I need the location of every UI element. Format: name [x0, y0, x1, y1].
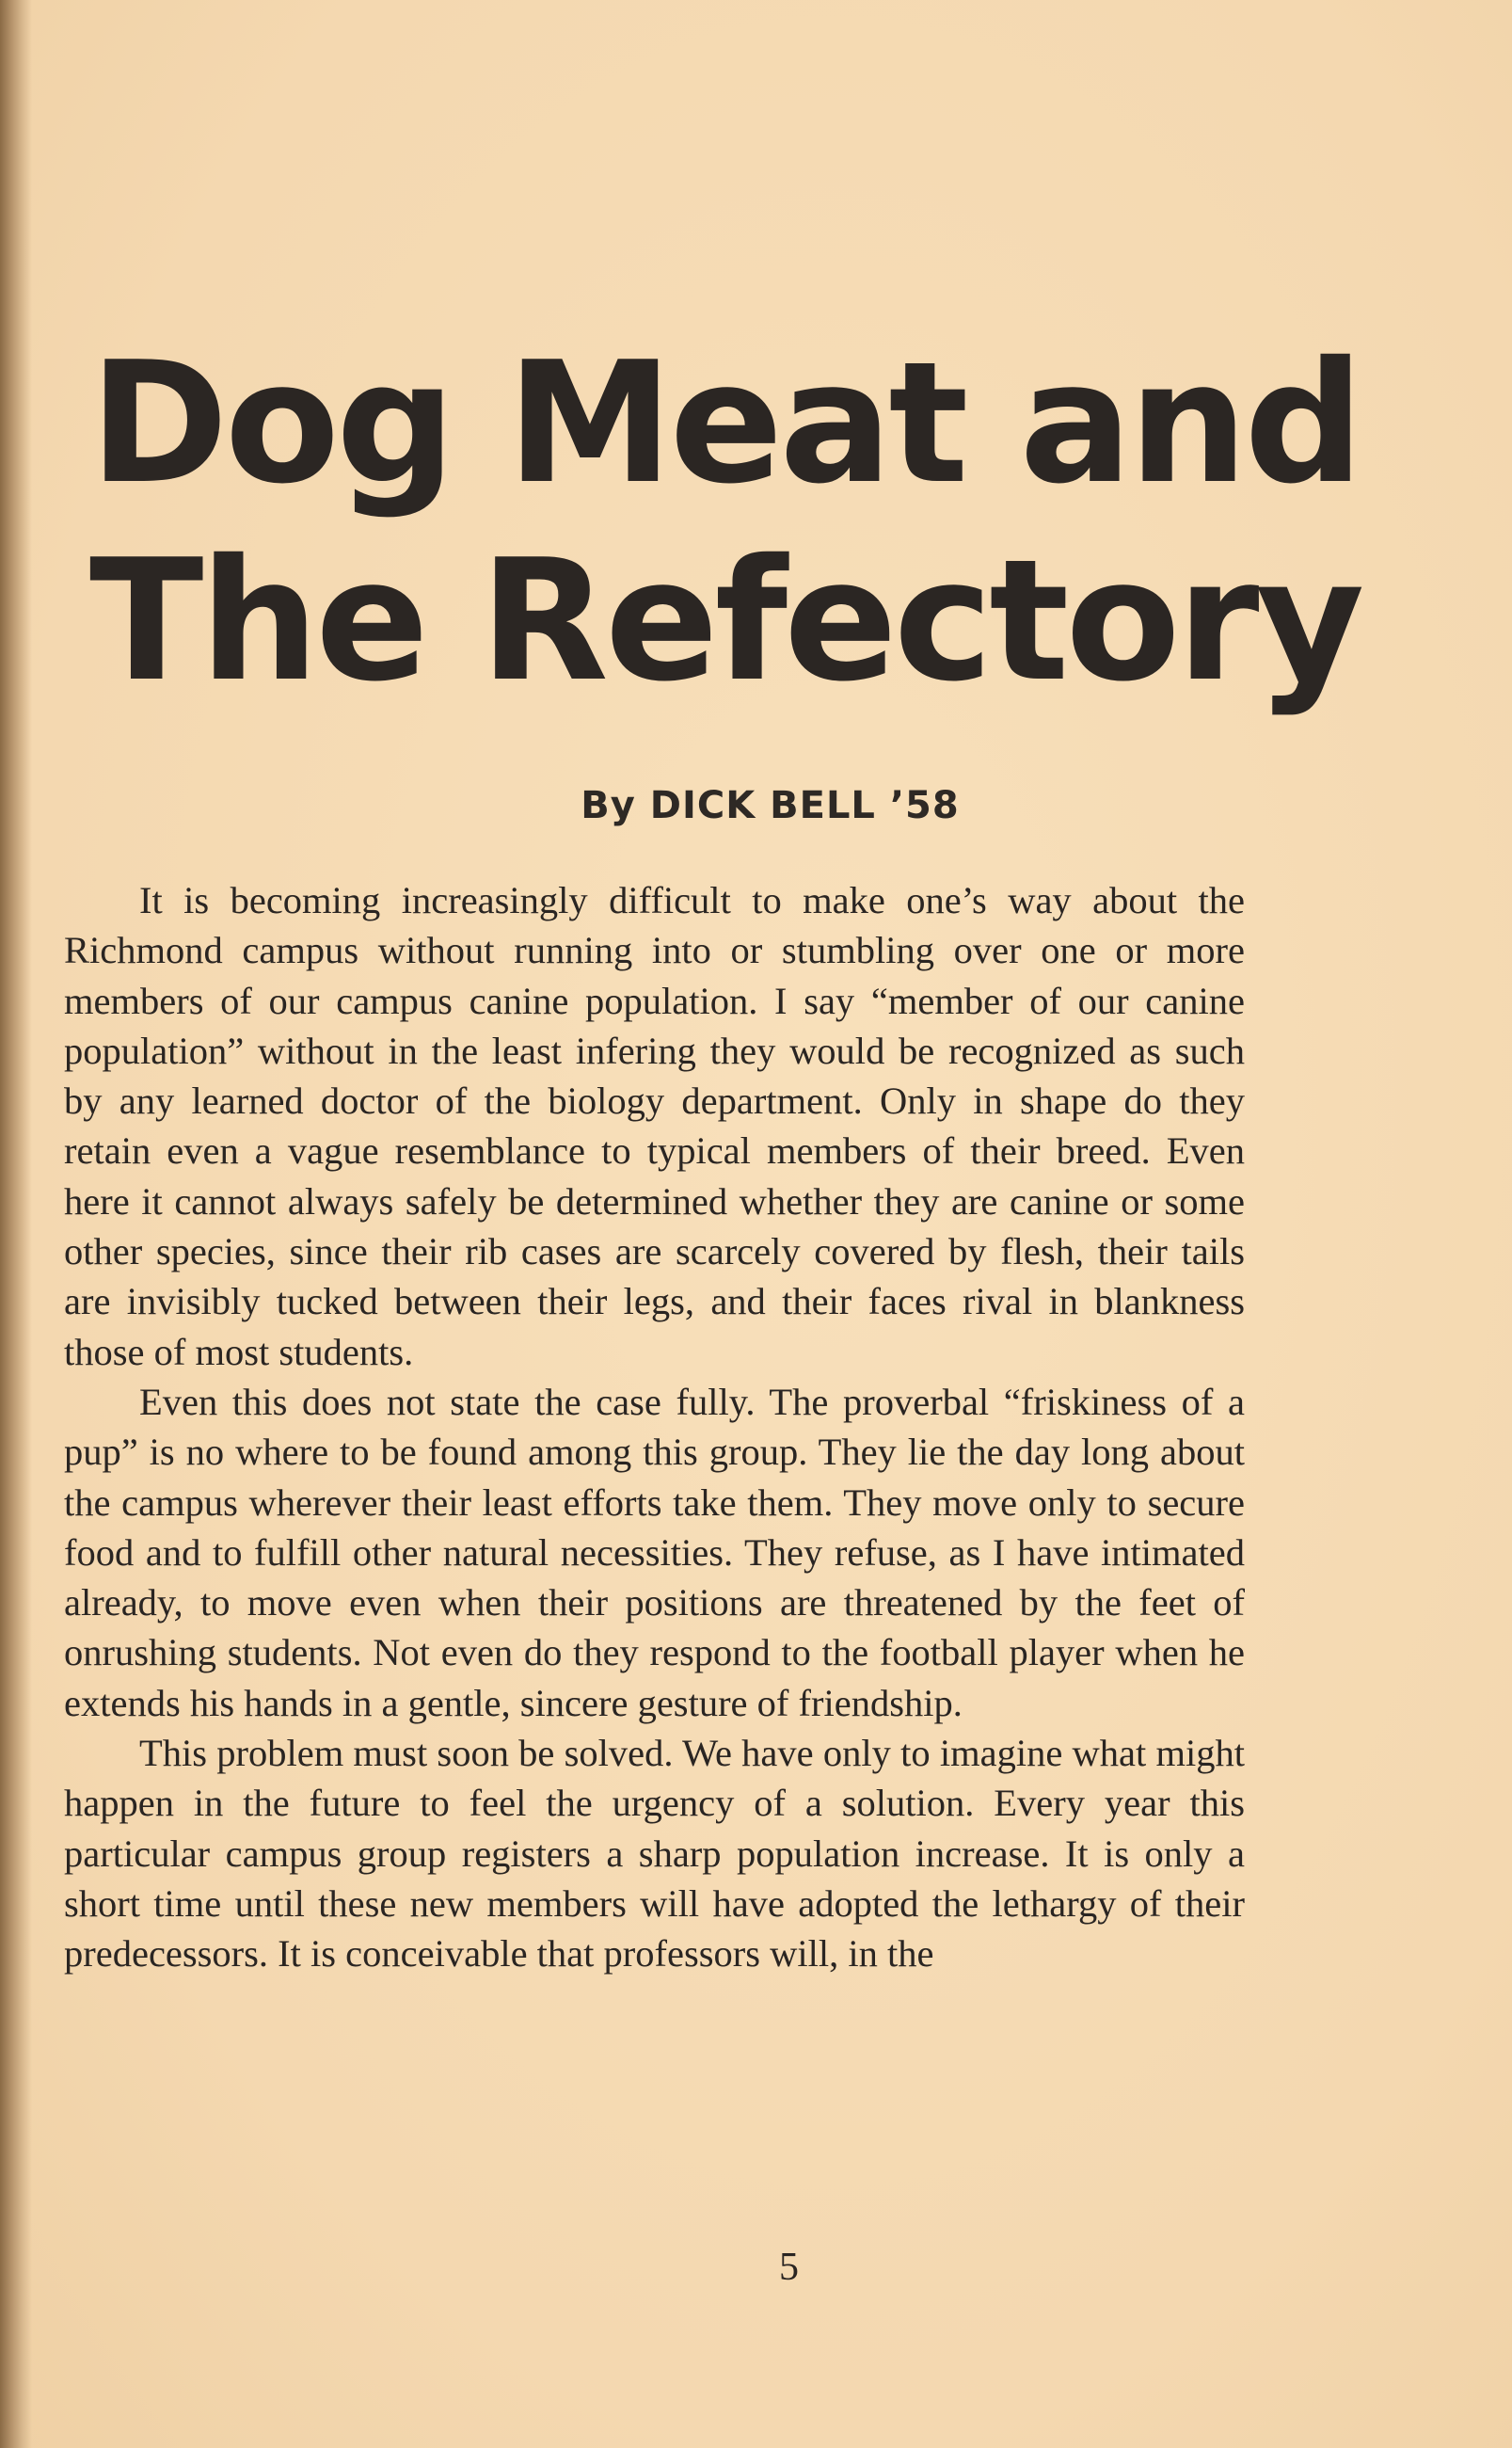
- paragraph-1: It is becoming increasingly difficult to make one’s way about the Richmond campus without running into or stumbling over one or more members of our campus canine population. I say “member of our canine population” without in the least infering they would be recognized as such by any learned doctor of the biology department. Only in shape do they retain even a vague resemblance to typical members of their breed. Even here it cannot always safely be determined whether they are canine or some other species, since their rib cases are scarcely covered by flesh, their tails are invisibly tucked between their legs, and their faces rival in blankness those of most students.: [64, 879, 1245, 1373]
- title-line-1: Dog Meat and: [89, 326, 1361, 520]
- byline: By DICK BELL ’58: [581, 784, 960, 827]
- article-body: [64, 875, 1245, 1979]
- binding-edge: [0, 0, 32, 2448]
- paragraph-2: Even this does not state the case fully. The proverbal “friskiness of a pup” is no where to be found among this group. They lie the day long about the campus wherever their least efforts take them. They move only to secure food and to fulfill other natural necessities. They refuse, as I have intimated already, to move even when their positions are threatened by the feet of onrushing students. Not even do they respond to the football player when he extends his hands in a gentle, sincere gesture of friendship.: [64, 1380, 1245, 1724]
- paragraph-3: This problem must soon be solved. We have only to imagine what might happen in the future to feel the urgency of a solution. Every year this particular campus group registers a sharp population increase. It is only a short time until these new members will have adopted the lethargy of their predecessors. It is conceivable that professors will, in the: [64, 1732, 1245, 1976]
- article-title: [89, 325, 1361, 720]
- page-number: 5: [779, 2246, 799, 2289]
- title-line-2: The Refectory: [89, 523, 1361, 718]
